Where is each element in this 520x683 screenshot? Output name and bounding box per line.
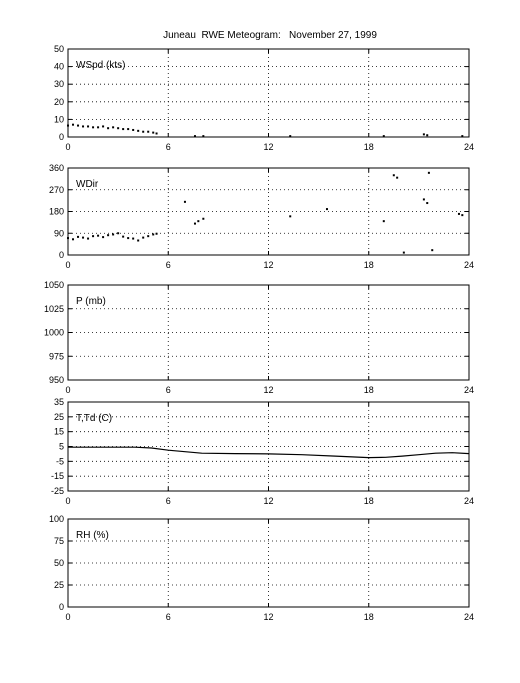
panel-1-point [132, 129, 134, 131]
panel-1-xtick-label: 18 [363, 142, 374, 152]
panel-1-point [426, 134, 428, 136]
panel-3-ytick-label: 1050 [43, 280, 64, 290]
panel-2-point [132, 238, 134, 240]
panel-1-xtick-label: 24 [463, 142, 475, 152]
panel-1-point [423, 133, 425, 135]
panel-1-ytick-label: 0 [58, 132, 64, 142]
panel-2-ytick-label: 90 [53, 228, 64, 239]
panel-4-xtick-label: 0 [65, 496, 71, 506]
panel-1-point [82, 125, 84, 127]
panel-1-ytick-label: 10 [53, 114, 64, 125]
panel-2-point [147, 235, 149, 237]
panel-1-point [461, 135, 463, 137]
panel-4-xtick-label: 6 [165, 496, 171, 506]
panel-1-xtick-label: 6 [165, 142, 171, 152]
panel-2-ytick-label: 0 [58, 250, 64, 260]
panel-1-point [194, 135, 196, 137]
panel-2-point [461, 214, 463, 216]
panel-2-point [82, 237, 84, 239]
panel-2-label: WDir [76, 179, 99, 190]
panel-2-xtick-label: 6 [165, 260, 171, 270]
panel-2-point [117, 232, 119, 234]
panel-2-point [156, 233, 158, 235]
panel-2-point [403, 252, 405, 254]
panel-1-point [102, 125, 104, 127]
panel-3-xtick-label: 6 [165, 385, 171, 395]
panel-3-xtick-label: 18 [363, 385, 374, 395]
panel-5-ytick-label: 75 [53, 536, 64, 546]
panel-2-point [202, 218, 204, 220]
panel-2-point [142, 237, 144, 239]
panel-1-point [97, 126, 99, 128]
panel-2-point [97, 235, 99, 237]
panel-4-xtick-label: 18 [363, 496, 374, 506]
panel-1-point [87, 125, 89, 127]
panel-2-point [428, 172, 430, 174]
panel-5-xtick-label: 12 [263, 612, 274, 622]
panel-1-ytick-label: 40 [53, 61, 64, 72]
panel-2-ytick-label: 360 [48, 163, 64, 173]
panel-2-point [423, 198, 425, 200]
panel-2-point [326, 208, 328, 210]
panel-2-xtick-label: 18 [363, 260, 374, 270]
panel-1-ytick-label: 20 [53, 96, 64, 107]
panel-2-point [431, 249, 433, 251]
panel-3-ytick-label: 950 [48, 375, 64, 385]
panel-1-point [117, 127, 119, 129]
panel-2-point [396, 177, 398, 179]
panel-2-point [72, 238, 74, 240]
panel-1-ytick-label: 30 [53, 79, 64, 90]
panel-3-ytick-label: 1025 [43, 303, 64, 314]
panel-5-xtick-label: 18 [363, 612, 374, 622]
panel-2-ytick-label: 270 [48, 184, 64, 195]
panel-2-point [102, 236, 104, 238]
panel-3-ytick-label: 975 [48, 351, 64, 362]
panel-1-label: WSpd (kts) [76, 60, 126, 71]
panel-2-xtick-label: 12 [263, 260, 274, 270]
panel-1-point [67, 125, 69, 127]
panel-5-xtick-label: 24 [463, 612, 475, 622]
panel-5-xtick-label: 6 [165, 612, 171, 622]
panel-1-point [72, 124, 74, 126]
panel-1-point [202, 135, 204, 137]
panel-3-label: P (mb) [76, 296, 106, 307]
panel-5-ytick-label: 25 [53, 580, 64, 590]
panel-2-point [107, 234, 109, 236]
panel-2-point [152, 233, 154, 235]
panel-2-point [393, 174, 395, 176]
panel-1-point [77, 125, 79, 127]
panel-1-point [92, 126, 94, 128]
panel-1-point [147, 131, 149, 133]
panel-1-point [152, 132, 154, 134]
panel-4-series-line [68, 447, 469, 457]
panel-2-ytick-label: 180 [48, 206, 64, 217]
panel-4-ytick-label: 25 [53, 411, 64, 422]
panel-5-ytick-label: 100 [48, 514, 64, 524]
panel-2-point [426, 202, 428, 204]
panel-5-ytick-label: 50 [53, 558, 64, 568]
panel-1-point [289, 135, 291, 137]
panel-3-xtick-label: 24 [463, 385, 475, 395]
panel-1-point [142, 131, 144, 133]
panel-4-label: T,Td (C) [76, 413, 113, 424]
panel-1-xtick-label: 0 [65, 142, 71, 152]
panel-4-xtick-label: 24 [463, 496, 475, 506]
panel-1-point [383, 135, 385, 137]
panel-5-label: RH (%) [76, 530, 109, 541]
panel-1-point [112, 126, 114, 128]
panel-1-ytick-label: 50 [53, 44, 64, 54]
panel-2-point [197, 220, 199, 222]
panel-4-ytick-label: -15 [50, 471, 64, 482]
panel-3-ytick-label: 1000 [43, 327, 64, 338]
panel-4-ytick-label: -25 [50, 486, 64, 496]
panel-1-point [122, 128, 124, 130]
panel-2-point [77, 236, 79, 238]
panel-2-point [458, 213, 460, 215]
panel-2-xtick-label: 0 [65, 260, 71, 270]
panel-2-point [87, 238, 89, 240]
panel-3-xtick-label: 0 [65, 385, 71, 395]
panel-1-point [107, 127, 109, 129]
panel-1-point [137, 130, 139, 132]
panel-2-xtick-label: 24 [463, 260, 475, 270]
panel-4-xtick-label: 12 [263, 496, 274, 506]
panel-2-point [194, 223, 196, 225]
panel-5-ytick-label: 0 [58, 602, 64, 612]
panel-1-point [156, 132, 158, 134]
panel-4-ytick-label: 5 [58, 441, 64, 452]
panel-2-point [383, 220, 385, 222]
panel-2-point [127, 237, 129, 239]
panel-2-point [122, 236, 124, 238]
panel-2-point [137, 240, 139, 242]
panel-2-point [67, 237, 69, 239]
panel-1-point [127, 128, 129, 130]
panel-2-point [184, 201, 186, 203]
panel-1-xtick-label: 12 [263, 142, 274, 152]
panel-2-point [289, 215, 291, 217]
panel-2-point [112, 233, 114, 235]
chart-title: Juneau RWE Meteogram: November 27, 1999 [163, 30, 377, 41]
panel-5-xtick-label: 0 [65, 612, 71, 622]
panel-4-ytick-label: 35 [53, 397, 64, 407]
panel-4-ytick-label: 15 [53, 426, 64, 437]
panel-4-ytick-label: -5 [55, 456, 64, 467]
panel-2-point [92, 235, 94, 237]
panel-3-xtick-label: 12 [263, 385, 274, 395]
